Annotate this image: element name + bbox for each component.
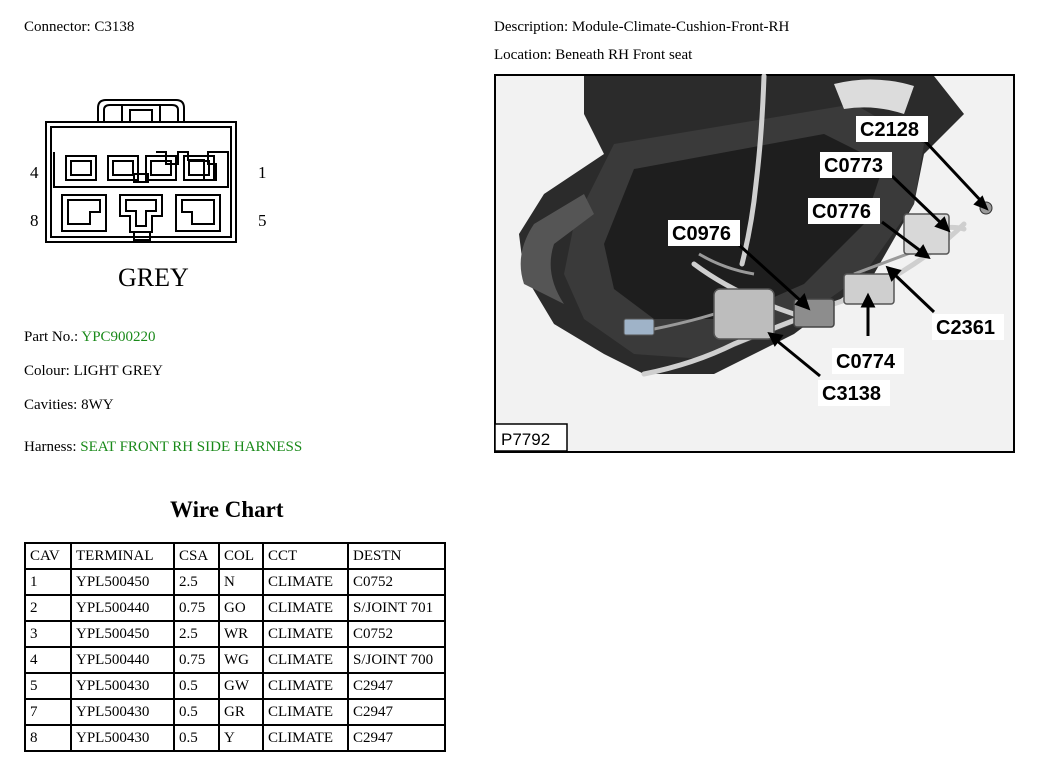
description-label: Description: [494, 19, 569, 35]
table-row [25, 647, 445, 673]
location-photo [494, 74, 1015, 453]
cell-cct: CLIMATE [263, 569, 348, 595]
cell-terminal: YPL500450 [71, 569, 174, 595]
pin-label-1: 1 [258, 163, 267, 182]
harness-label: Harness: [24, 439, 77, 455]
cell-cav: 1 [25, 569, 71, 595]
cell-cav: 3 [25, 621, 71, 647]
callout-c2361: C2361 [936, 317, 995, 339]
cell-cct: CLIMATE [263, 621, 348, 647]
cell-col: GO [219, 595, 263, 621]
column-header-terminal: TERMINAL [71, 543, 174, 569]
description-line [494, 19, 789, 36]
cavities-value: 8WY [81, 397, 114, 413]
cell-col: WG [219, 647, 263, 673]
cell-cct: CLIMATE [263, 725, 348, 751]
pin-label-4: 4 [30, 163, 39, 182]
cell-csa: 0.5 [174, 725, 219, 751]
figure-id: P7792 [501, 430, 551, 449]
connector-label: Connector: [24, 19, 91, 35]
location-value: Beneath RH Front seat [555, 47, 693, 63]
callout-c0776: C0776 [812, 201, 871, 223]
callout-c0773: C0773 [824, 155, 883, 177]
table-row [25, 621, 445, 647]
table-row [25, 673, 445, 699]
colour-line [24, 363, 163, 380]
cell-cct: CLIMATE [263, 699, 348, 725]
table-row [25, 569, 445, 595]
cell-terminal: YPL500430 [71, 725, 174, 751]
cell-destn: C2947 [348, 673, 445, 699]
column-header-cct: CCT [263, 543, 348, 569]
cell-terminal: YPL500430 [71, 699, 174, 725]
cell-destn: C2947 [348, 699, 445, 725]
connector-value: C3138 [94, 19, 135, 35]
callout-c2128: C2128 [860, 119, 919, 141]
cell-terminal: YPL500450 [71, 621, 174, 647]
cell-cav: 7 [25, 699, 71, 725]
table-row [25, 595, 445, 621]
cell-col: Y [219, 725, 263, 751]
wire-chart-table [24, 542, 446, 752]
cell-col: GW [219, 673, 263, 699]
cell-csa: 0.5 [174, 673, 219, 699]
table-row [25, 725, 445, 751]
part-no-label: Part No.: [24, 329, 79, 345]
cell-cav: 4 [25, 647, 71, 673]
callout-c3138: C3138 [822, 383, 881, 405]
harness-link[interactable]: SEAT FRONT RH SIDE HARNESS [80, 439, 303, 455]
cell-col: GR [219, 699, 263, 725]
pin-label-5: 5 [258, 211, 267, 230]
cell-destn: S/JOINT 700 [348, 647, 445, 673]
cell-destn: C2947 [348, 725, 445, 751]
cell-cct: CLIMATE [263, 595, 348, 621]
description-value: Module-Climate-Cushion-Front-RH [571, 19, 790, 35]
cell-cct: CLIMATE [263, 673, 348, 699]
cell-terminal: YPL500430 [71, 673, 174, 699]
cell-csa: 0.75 [174, 647, 219, 673]
cell-destn: C0752 [348, 621, 445, 647]
cell-terminal: YPL500440 [71, 595, 174, 621]
callout-c0774: C0774 [836, 351, 895, 373]
column-header-cav: CAV [25, 543, 71, 569]
cell-cav: 5 [25, 673, 71, 699]
cell-csa: 0.75 [174, 595, 219, 621]
table-header-row [25, 543, 445, 569]
connector-face-diagram [24, 92, 284, 302]
cell-destn: S/JOINT 701 [348, 595, 445, 621]
part-no-line [24, 329, 156, 346]
colour-label: Colour: [24, 363, 70, 379]
cell-destn: C0752 [348, 569, 445, 595]
cell-col: WR [219, 621, 263, 647]
table-row [25, 699, 445, 725]
connector-line [24, 19, 134, 36]
column-header-col: COL [219, 543, 263, 569]
cell-csa: 0.5 [174, 699, 219, 725]
cell-csa: 2.5 [174, 621, 219, 647]
location-line [494, 47, 692, 64]
callout-c0976: C0976 [672, 223, 731, 245]
cell-cct: CLIMATE [263, 647, 348, 673]
column-header-csa: CSA [174, 543, 219, 569]
cavities-label: Cavities: [24, 397, 78, 413]
cell-terminal: YPL500440 [71, 647, 174, 673]
column-header-destn: DESTN [348, 543, 445, 569]
cell-csa: 2.5 [174, 569, 219, 595]
cell-col: N [219, 569, 263, 595]
wire-chart-title: Wire Chart [170, 497, 284, 522]
colour-value: LIGHT GREY [73, 363, 163, 379]
pin-label-8: 8 [30, 211, 39, 230]
cell-cav: 8 [25, 725, 71, 751]
part-no-link[interactable]: YPC900220 [81, 329, 156, 345]
cavities-line [24, 397, 114, 414]
location-label: Location: [494, 47, 552, 63]
housing-color-label: GREY [118, 263, 189, 292]
harness-line [24, 439, 302, 456]
cell-cav: 2 [25, 595, 71, 621]
